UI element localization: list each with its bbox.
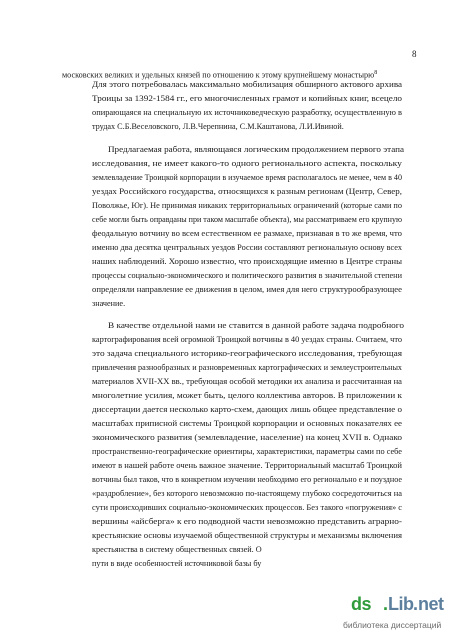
text-line-content: сути происходивших социально-экономических процессов. Без такого «погружения» с <box>92 503 402 512</box>
logo-lib: Lib <box>388 594 414 614</box>
watermark-subtitle: библиотека диссертаций <box>343 620 442 630</box>
text-line-content: имеют в нашей работе очень важное значение. Территориальный масштаб Троицкой <box>92 461 402 470</box>
watermark[interactable] <box>336 589 450 636</box>
text-line-content: вершины «айсберга» к его подводной части невозможно представить аграрно- <box>92 517 402 526</box>
text-line-content: вотчины был таков, что в конкретном изучении необходимо его регионально е и поуздное <box>92 475 402 484</box>
text-line-content: московских великих и удельных князей по отношению к этому крупнейшему монастырю$^8$ <box>62 70 378 80</box>
text-line-content: пути в виде особенностей источниковой базы бу <box>92 559 262 568</box>
text-line-content: уездах Российского государства, относящихся к разным регионам (Центр, Север, <box>92 187 402 196</box>
text-line-content: феодальную вотчину во всем естественном ее размахе, признавая в то же время, что <box>92 229 402 238</box>
text-line-content: землевладение Троицкой корпорации в изучаемое время располагалось не менее, чем в 40 <box>92 173 402 182</box>
text-line-content: материалов XVII-XX вв., требующая особой методики их анализа и рассчитанная на <box>92 377 402 386</box>
text-line-content: масштабах приписной системы Троицкой корпорации и основных показателях ее <box>92 419 402 428</box>
text-line-content: Поволжье, Юг). Не принимая никаких территориальных ограничений (которые сами по <box>92 201 402 210</box>
text-line-content: наших наблюдений. Хорошо известно, что происходящие именно в Центре страны <box>92 257 402 266</box>
text-line-content: многолетние усилия, может быть, целого коллектива авторов. В приложении к <box>92 391 402 400</box>
text-line-content: это задача специального историко-географического исследования, требующая <box>92 349 402 358</box>
text-line-content: именно два десятка центральных уездов России составляют региональную основу всех <box>92 243 402 252</box>
text-line-content: В качестве отдельной нами не ставится в данной работе задача подробного <box>108 321 404 330</box>
logo-dot: . <box>383 594 389 614</box>
page-number: 8 <box>412 49 417 59</box>
text-line-content: крестьянские основы изучаемой общественной структуры и механизмы включения <box>92 531 402 540</box>
footnote-ref: 8 <box>374 70 378 76</box>
logo-ds: ds <box>351 594 372 614</box>
text-line-content: Предлагаемая работа, являющаяся логическим продолжением первого этапа <box>108 145 404 154</box>
text-line-content: диссертации дается несколько карто-схем, дающих лишь общее представление о <box>92 405 402 414</box>
text-line-content: себе могли быть оправданы при таком масштабе объекта), мы рассматриваем его крупную <box>92 215 402 224</box>
text-line-content: опирающаяся на специальную их источниковедческую разработку, осуществленную в <box>92 108 402 117</box>
text-line-content: исследования, не имеет какого-то одного регионального аспекта, поскольку <box>92 159 402 168</box>
text-line-content: процессы социально-экономического и политического развития в значительной степени <box>92 271 403 280</box>
text-line-content: пространственно-географические ориентиры, характеристики, параметры сами по себе <box>92 447 402 456</box>
text-line-content: определяли направление ее движения в целом, имея для него структурообразующее <box>92 285 402 294</box>
text-line-content: значение. <box>92 299 126 308</box>
text-line-content: «раздробление», без которого невозможно по-настоящему глубоко сосредоточиться на <box>92 489 402 498</box>
text-line-content: крестьянства в систему общественных связей. О <box>92 545 262 554</box>
logo-net: net <box>418 594 444 614</box>
logo-dot-2: . <box>413 594 419 614</box>
text-line-content: Троицы за 1392-1584 гг., его многочисленных грамот и копийных книг, всецело <box>92 94 402 103</box>
text-line-content: экономического развития (землевладение, население) на конец XVII в. Однако <box>92 433 402 442</box>
text-line-content: картографирования всей огромной Троицкой вотчины в 40 уездах страны. Считаем, что <box>92 335 402 344</box>
text-line-content: Для этого потребовалась максимально мобилизация обширного актового архива <box>92 80 402 89</box>
text-line-content: привлечения разнообразных и разновременных картографических и землеустроительных <box>92 363 402 372</box>
text-line-content: трудах С.Б.Веселовского, Л.В.Черепнина, С.М.Каштанова, Л.И.Ивиной. <box>92 122 344 131</box>
